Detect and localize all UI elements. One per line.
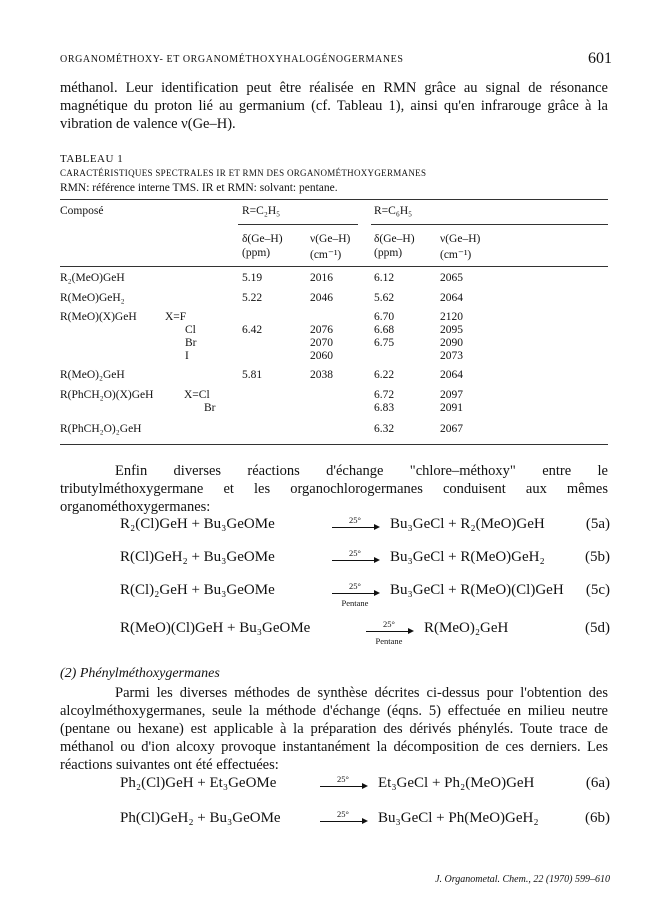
group2-rule: [371, 224, 608, 225]
cell-delta-phenyl: 6.22: [374, 369, 395, 381]
equation-products: Bu₃GeCl + R(MeO)GeH₂: [390, 549, 545, 565]
equation-products: Bu₃GeCl + Ph(MeO)GeH₂: [378, 810, 539, 826]
reaction-arrow: [366, 620, 412, 646]
cell-delta-phenyl: 6.68: [374, 324, 395, 336]
cell-substituent: Br: [185, 337, 197, 349]
equation-5b: [120, 549, 610, 569]
cell-nu-phenyl: 2064: [440, 292, 463, 304]
equation-5d: [120, 619, 610, 646]
cell-substituent: X=F: [165, 311, 187, 323]
equation-reactants: R(Cl)₂GeH + Bu₃GeOMe: [120, 582, 275, 598]
cell-nu-ethyl: 2016: [310, 272, 333, 284]
equation-products: Bu₃GeCl + R(MeO)(Cl)GeH: [390, 582, 564, 598]
table-note: RMN: référence interne TMS. IR et RMN: solvant: pentane.: [60, 182, 338, 194]
table-bottom-rule: [60, 444, 608, 445]
equation-number: (6a): [585, 775, 610, 791]
subheader-nu-2: ν(Ge–H): [440, 233, 481, 245]
reaction-condition: 25°: [337, 774, 349, 784]
reaction-solvent: Pentane: [341, 598, 369, 608]
reaction-solvent: Pentane: [375, 636, 403, 646]
equation-5a: [120, 516, 610, 536]
cell-delta-phenyl: 6.32: [374, 423, 395, 435]
cell-substituent: X=Cl: [184, 389, 210, 401]
equation-products: R(MeO)₂GeH: [424, 620, 509, 636]
cell-delta-ethyl: 5.22: [242, 292, 263, 304]
reaction-arrow: [332, 582, 378, 608]
paragraph-exchange: Enfin diverses réactions d'échange "chlore–méthoxy" entre le tributylméthoxygermane et les organochlorogermanes conduisent aux mêmes organométhoxygermanes:: [60, 463, 608, 515]
cell-substituent: Br: [204, 402, 216, 414]
reaction-condition: 25°: [383, 619, 395, 629]
table-label: TABLEAU 1: [60, 153, 124, 165]
reaction-condition: 25°: [337, 809, 349, 819]
cell-compose: R₂(MeO)GeH: [60, 272, 125, 284]
reaction-arrow: [320, 810, 366, 822]
cell-nu-phenyl: 2065: [440, 272, 463, 284]
subheader-delta-unit-2: (ppm): [374, 247, 403, 259]
equation-number: (5c): [585, 582, 610, 598]
cell-nu-ethyl: 2076: [310, 324, 333, 336]
subheader-nu-unit-2: (cm⁻¹): [440, 249, 472, 261]
cell-nu-phenyl: 2120: [440, 311, 463, 323]
cell-delta-phenyl: 6.83: [374, 402, 395, 414]
cell-nu-ethyl: 2046: [310, 292, 333, 304]
cell-nu-ethyl: 2060: [310, 350, 333, 362]
cell-compose: R(MeO)GeH₂: [60, 292, 125, 304]
cell-nu-phenyl: 2095: [440, 324, 463, 336]
cell-compose: R(MeO)₂GeH: [60, 369, 125, 381]
group1-rule: [238, 224, 358, 225]
cell-nu-phenyl: 2067: [440, 423, 463, 435]
cell-nu-phenyl: 2097: [440, 389, 463, 401]
equation-number: (6b): [585, 810, 610, 826]
reaction-condition: 25°: [349, 548, 361, 558]
cell-compose: R(PhCH₂O)(X)GeH: [60, 389, 154, 401]
intro-paragraph: méthanol. Leur identification peut être réalisée en RMN grâce au signal de résonance magnétique du proton lié au germanium (cf. Tableau 1), ainsi qu'en infrarouge grâce à la vibration de valence ν(Ge–H).: [60, 80, 608, 132]
subheader-delta-2: δ(Ge–H): [374, 233, 415, 245]
running-title: ORGANOMÉTHOXY- ET ORGANOMÉTHOXYHALOGÉNOGERMANES: [60, 54, 404, 65]
equation-5c: [120, 581, 610, 608]
cell-delta-phenyl: 6.72: [374, 389, 395, 401]
cell-nu-phenyl: 2091: [440, 402, 463, 414]
reaction-condition: 25°: [349, 581, 361, 591]
cell-substituent: Cl: [185, 324, 196, 336]
equation-reactants: R(Cl)GeH₂ + Bu₃GeOMe: [120, 549, 275, 565]
equation-reactants: Ph(Cl)GeH₂ + Bu₃GeOMe: [120, 810, 281, 826]
equation-reactants: R(MeO)(Cl)GeH + Bu₃GeOMe: [120, 620, 311, 636]
equation-number: (5b): [585, 549, 610, 565]
reaction-condition: 25°: [349, 515, 361, 525]
equation-products: Bu₃GeCl + R₂(MeO)GeH: [390, 516, 545, 532]
group-header-ethyl: R=C₂H₅: [242, 205, 281, 217]
cell-substituent: I: [185, 350, 189, 362]
group-header-phenyl: R=C₆H₅: [374, 205, 413, 217]
cell-delta-ethyl: 5.19: [242, 272, 263, 284]
cell-compose: R(MeO)(X)GeH: [60, 311, 137, 323]
equation-reactants: R₂(Cl)GeH + Bu₃GeOMe: [120, 516, 275, 532]
col-header-compose: Composé: [60, 205, 104, 217]
cell-delta-phenyl: 6.70: [374, 311, 395, 323]
subheader-nu-1: ν(Ge–H): [310, 233, 351, 245]
table-header-rule: [60, 266, 608, 267]
paragraph-phenyl: Parmi les diverses méthodes de synthèse décrites ci-dessus pour l'obtention des alcoylméthoxygermanes, seule la méthode d'échange (éqns. 5) effectuée en milieu neutre (pentane ou hexane) est applicable à la préparation des dérivés phénylés. Toute trace de méthanol ou d'ion alcoxy provoque instantanément la décomposition de ces derniers. Les réactions suivantes ont été effectuées:: [60, 685, 608, 773]
equation-products: Et₃GeCl + Ph₂(MeO)GeH: [378, 775, 535, 791]
cell-delta-phenyl: 6.12: [374, 272, 395, 284]
equation-number: (5d): [585, 620, 610, 636]
cell-delta-phenyl: 6.75: [374, 337, 395, 349]
table-caption: CARACTÉRISTIQUES SPECTRALES IR ET RMN DES ORGANOMÉTHOXYGERMANES: [60, 168, 427, 178]
section-title: (2) Phénylméthoxygermanes: [60, 666, 220, 681]
cell-compose: R(PhCH₂O)₂GeH: [60, 423, 142, 435]
running-header: [60, 50, 612, 67]
cell-nu-phenyl: 2064: [440, 369, 463, 381]
cell-delta-phenyl: 5.62: [374, 292, 395, 304]
journal-citation: J. Organometal. Chem., 22 (1970) 599–610: [435, 874, 610, 885]
reaction-arrow: [332, 516, 378, 528]
cell-delta-ethyl: 5.81: [242, 369, 263, 381]
cell-nu-ethyl: 2070: [310, 337, 333, 349]
reaction-arrow: [320, 775, 366, 787]
subheader-delta-1: δ(Ge–H): [242, 233, 283, 245]
subheader-delta-unit-1: (ppm): [242, 247, 271, 259]
page-number: 601: [588, 50, 612, 67]
equation-reactants: Ph₂(Cl)GeH + Et₃GeOMe: [120, 775, 277, 791]
equation-number: (5a): [585, 516, 610, 532]
cell-delta-ethyl: 6.42: [242, 324, 263, 336]
subheader-nu-unit-1: (cm⁻¹): [310, 249, 342, 261]
table-top-rule: [60, 199, 608, 200]
cell-nu-phenyl: 2090: [440, 337, 463, 349]
equation-6a: [120, 775, 610, 795]
equation-6b: [120, 810, 610, 830]
cell-nu-phenyl: 2073: [440, 350, 463, 362]
cell-nu-ethyl: 2038: [310, 369, 333, 381]
reaction-arrow: [332, 549, 378, 561]
